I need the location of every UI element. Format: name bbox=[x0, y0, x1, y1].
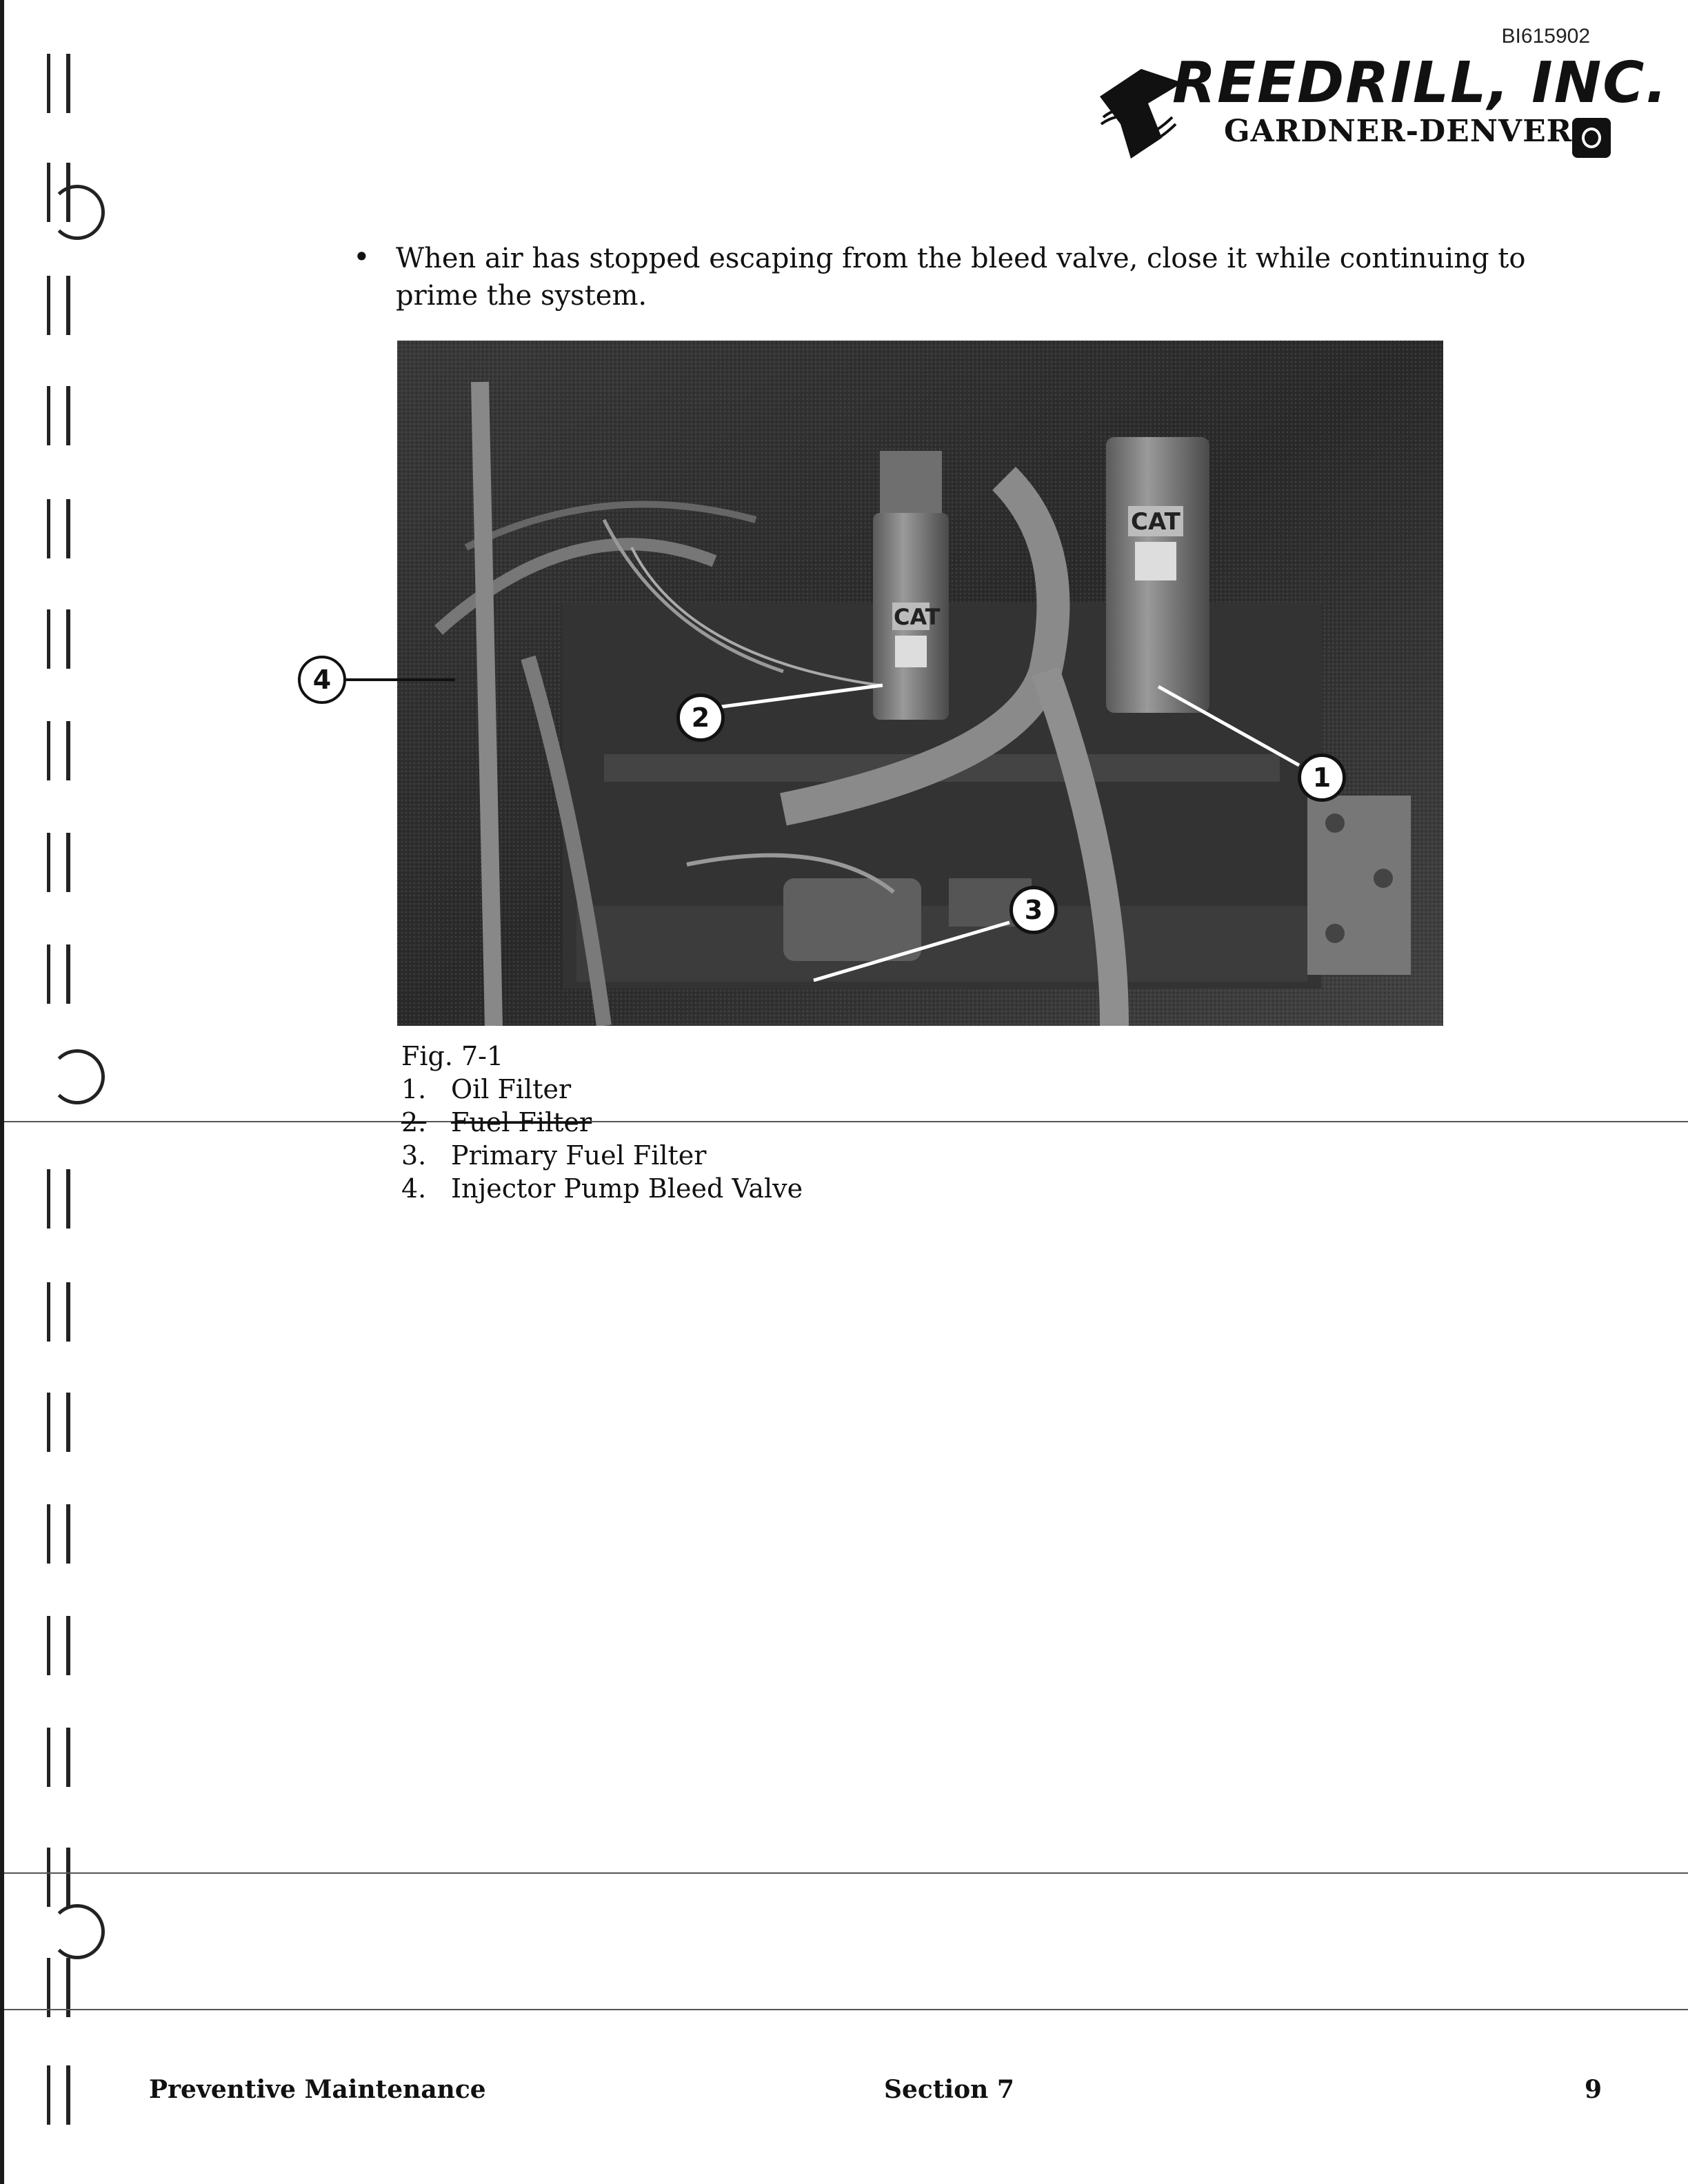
binder-mark bbox=[47, 609, 70, 669]
legend-number: 4. bbox=[401, 1173, 427, 1204]
brand-name: REEDRILL, INC. bbox=[1172, 50, 1669, 116]
binder-mark bbox=[47, 1282, 70, 1342]
gardner-denver-badge-icon bbox=[1572, 118, 1611, 158]
legend-label: Fuel Filter bbox=[451, 1107, 592, 1138]
callout-3: 3 bbox=[1009, 886, 1058, 934]
binder-mark bbox=[47, 499, 70, 558]
binder-mark bbox=[47, 2065, 70, 2125]
legend-item bbox=[401, 1073, 803, 1106]
binder-hole bbox=[50, 1904, 105, 1959]
binder-hole bbox=[50, 1049, 105, 1104]
legend-item bbox=[401, 1172, 803, 1205]
binder-mark bbox=[47, 386, 70, 445]
cat-label: CAT bbox=[894, 604, 941, 630]
legend-item bbox=[401, 1139, 803, 1172]
callout-4: 4 bbox=[298, 656, 346, 704]
binder-mark bbox=[47, 944, 70, 1004]
binder-edge bbox=[0, 0, 4, 2184]
instruction-text: When air has stopped escaping from the bleed valve, close it while continuing to prime the system. bbox=[396, 243, 1526, 312]
binder-mark bbox=[47, 1393, 70, 1452]
page-number: 9 bbox=[1585, 2075, 1602, 2104]
legend-label: Primary Fuel Filter bbox=[451, 1140, 707, 1171]
binder-mark bbox=[47, 1169, 70, 1228]
figure-caption-title: Fig. 7-1 bbox=[401, 1041, 504, 1071]
scan-rule bbox=[4, 2009, 1688, 2010]
cat-label: CAT bbox=[1131, 508, 1180, 536]
scan-rule bbox=[4, 1872, 1688, 1874]
legend-item bbox=[401, 1106, 803, 1139]
bullet-icon: • bbox=[353, 240, 370, 274]
binder-mark bbox=[47, 1848, 70, 1907]
callout-1: 1 bbox=[1298, 754, 1346, 802]
scan-rule bbox=[4, 1121, 1688, 1122]
legend-number: 2. bbox=[401, 1107, 427, 1138]
binder-mark bbox=[47, 1728, 70, 1787]
callout-2: 2 bbox=[676, 694, 725, 742]
legend-label: Injector Pump Bleed Valve bbox=[451, 1173, 803, 1204]
legend-label: Oil Filter bbox=[451, 1074, 572, 1104]
binder-mark bbox=[47, 1616, 70, 1675]
engine-photo bbox=[397, 341, 1443, 1026]
binder-mark bbox=[47, 1504, 70, 1564]
binder-hole bbox=[50, 185, 105, 240]
figure-legend bbox=[401, 1073, 803, 1205]
binder-mark bbox=[47, 276, 70, 335]
footer-section-name: Preventive Maintenance bbox=[149, 2075, 486, 2104]
binder-mark bbox=[47, 833, 70, 892]
binder-mark bbox=[47, 721, 70, 780]
footer-section-number: Section 7 bbox=[884, 2075, 1014, 2104]
brand-subtitle: GARDNER-DENVER bbox=[1224, 114, 1573, 149]
document-id: BI615902 bbox=[1501, 25, 1590, 48]
legend-number: 3. bbox=[401, 1140, 427, 1171]
legend-number: 1. bbox=[401, 1074, 427, 1104]
binder-mark bbox=[47, 54, 70, 113]
